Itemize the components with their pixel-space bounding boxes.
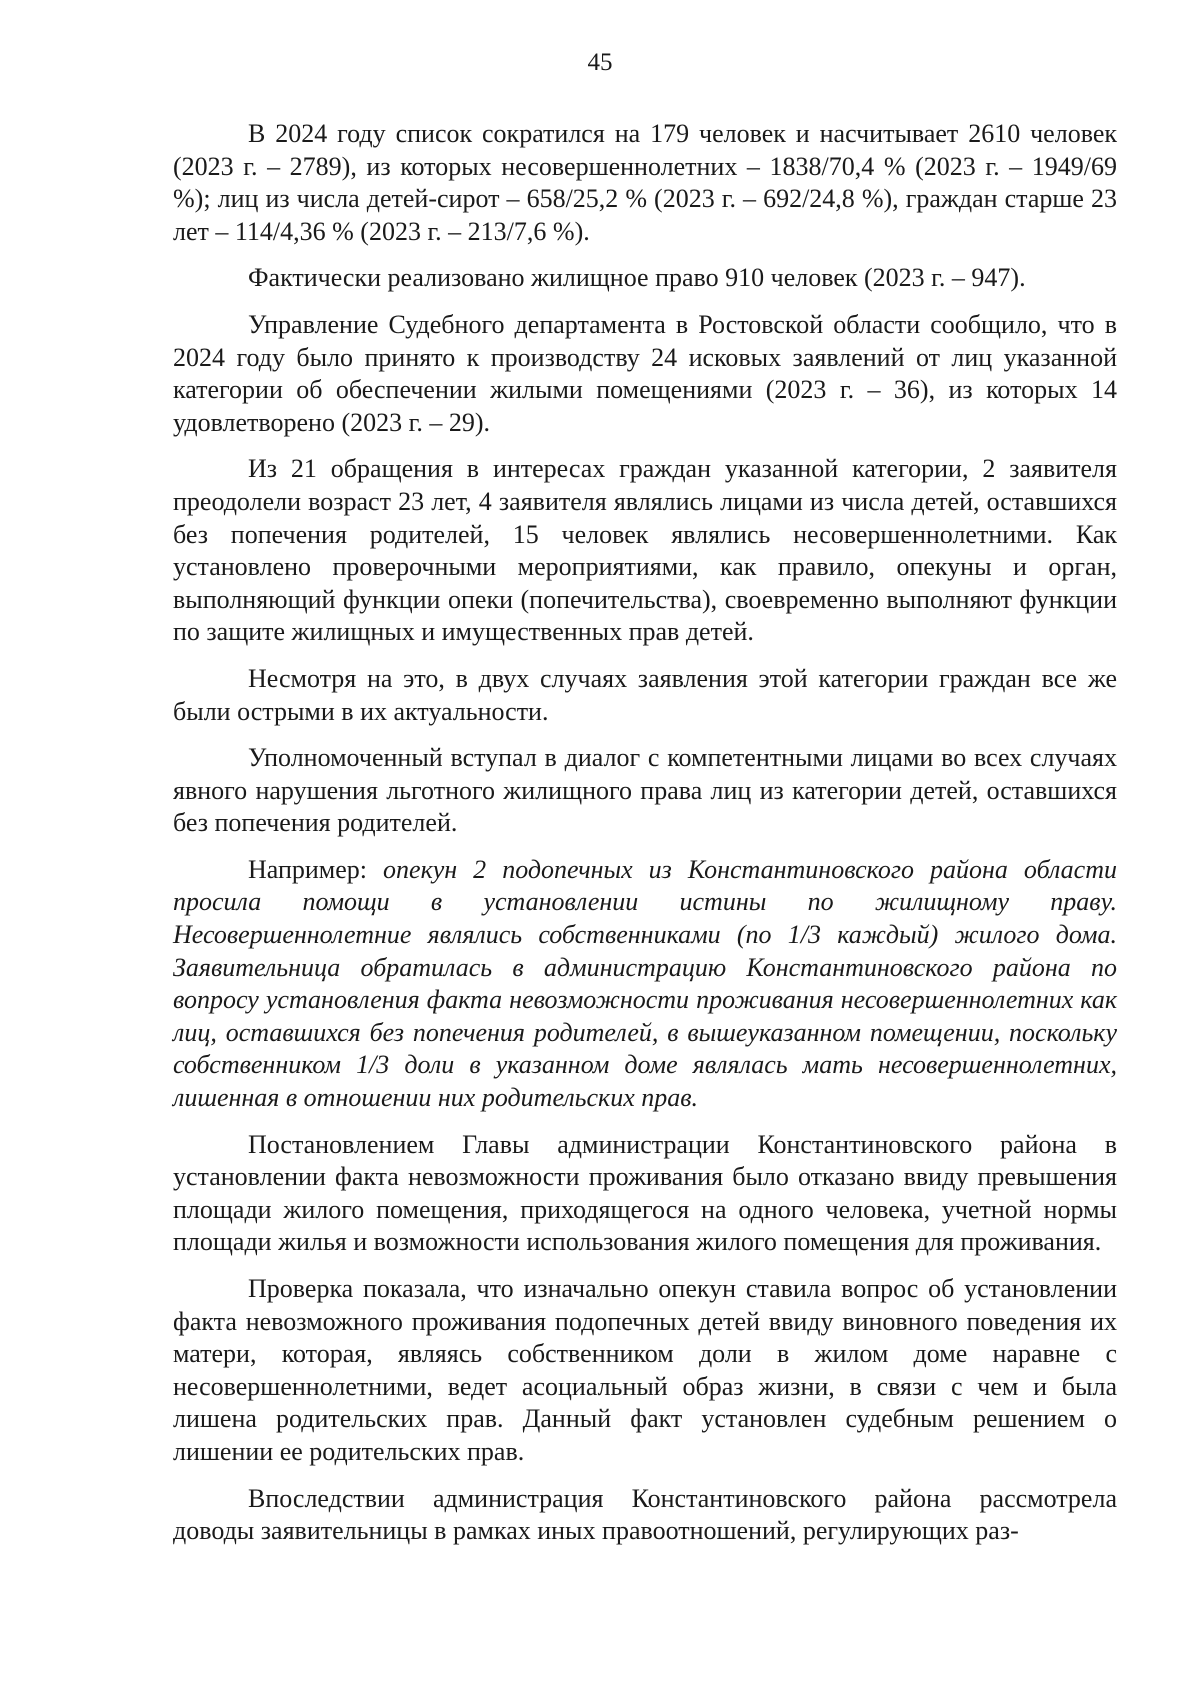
paragraph-ombudsman-dialog: Уполномоченный вступал в диалог с компетентными лицами во всех случаях явного нарушения льготного жилищного права лиц из категории детей, оставшихся без попечения родителей. <box>173 743 1117 838</box>
example-text: опекун 2 подопечных из Константиновского района области просила помощи в установлении истины по жилищному праву. Несовершеннолетние являлись собственниками (по 1/3 каждый) жилого дома. Заявительница обратилась в администрацию Константиновского района по вопросу установления факта невозможности проживания несовершеннолетних как лиц, оставшихся без попечения родителей, в вышеуказанном помещении, поскольку собственником 1/3 доли в указанном доме являлась мать несовершеннолетних, лишенная в отношении них родительских прав. <box>173 854 1117 1113</box>
paragraph-example <box>173 854 1117 1115</box>
paragraph-appeals: Из 21 обращения в интересах граждан указанной категории, 2 заявителя преодолели возраст 23 лет, 4 заявителя являлись лицами из числа детей, оставшихся без попечения родителей, 15 человек являлись несовершеннолетними. Как установлено проверочными мероприятиями, как правило, опекуны и орган, выполняющий функции опеки (попечительства), своевременно выполняют функции по защите жилищных и имущественных прав детей. <box>173 454 1117 647</box>
paragraph-housing-rights-realized: Фактически реализовано жилищное право 910 человек (2023 г. – 947). <box>248 263 1026 293</box>
paragraph-court-department: Управление Судебного департамента в Ростовской области сообщило, что в 2024 году было принято к производству 24 исковых заявлений от лиц указанной категории об обеспечении жилыми помещениями (2023 г. – 36), из которых 14 удовлетворено (2023 г. – 29). <box>173 309 1117 437</box>
document-body <box>173 118 1117 1548</box>
paragraph-acute-cases: Несмотря на это, в двух случаях заявления этой категории граждан все же были острыми в их актуальности. <box>173 663 1117 726</box>
paragraph-inspection: Проверка показала, что изначально опекун ставила вопрос об установлении факта невозможного проживания подопечных детей ввиду виновного поведения их матери, которая, являясь собственником доли в жилом доме наравне с несовершеннолетними, ведет асоциальный образ жизни, в связи с чем и была лишена родительских прав. Данный факт установлен судебным решением о лишении ее родительских прав. <box>173 1274 1117 1466</box>
page-number: 45 <box>587 49 613 76</box>
paragraph-resolution: Постановлением Главы администрации Константиновского района в установлении факта невозможности проживания было отказано ввиду превышения площади жилого помещения, приходящегося на одного человека, учетной нормы площади жилья и возможности использования жилого помещения для проживания. <box>173 1129 1117 1257</box>
example-lead: Например: <box>248 854 384 884</box>
paragraph-list-reduction: В 2024 году список сократился на 179 человек и насчитывает 2610 человек (2023 г. – 2789), из которых несовершеннолетних – 1838/70,4 % (2023 г. – 1949/69 %); лиц из числа детей-сирот – 658/25,2 % (2023 г. – 692/24,8 %), граждан старше 23 лет – 114/4,36 % (2023 г. – 213/7,6 %). <box>173 119 1117 246</box>
paragraph-subsequently: Впоследствии администрация Константиновского района рассмотрела доводы заявительницы в рамках иных правоотношений, регулирующих раз- <box>173 1483 1117 1546</box>
